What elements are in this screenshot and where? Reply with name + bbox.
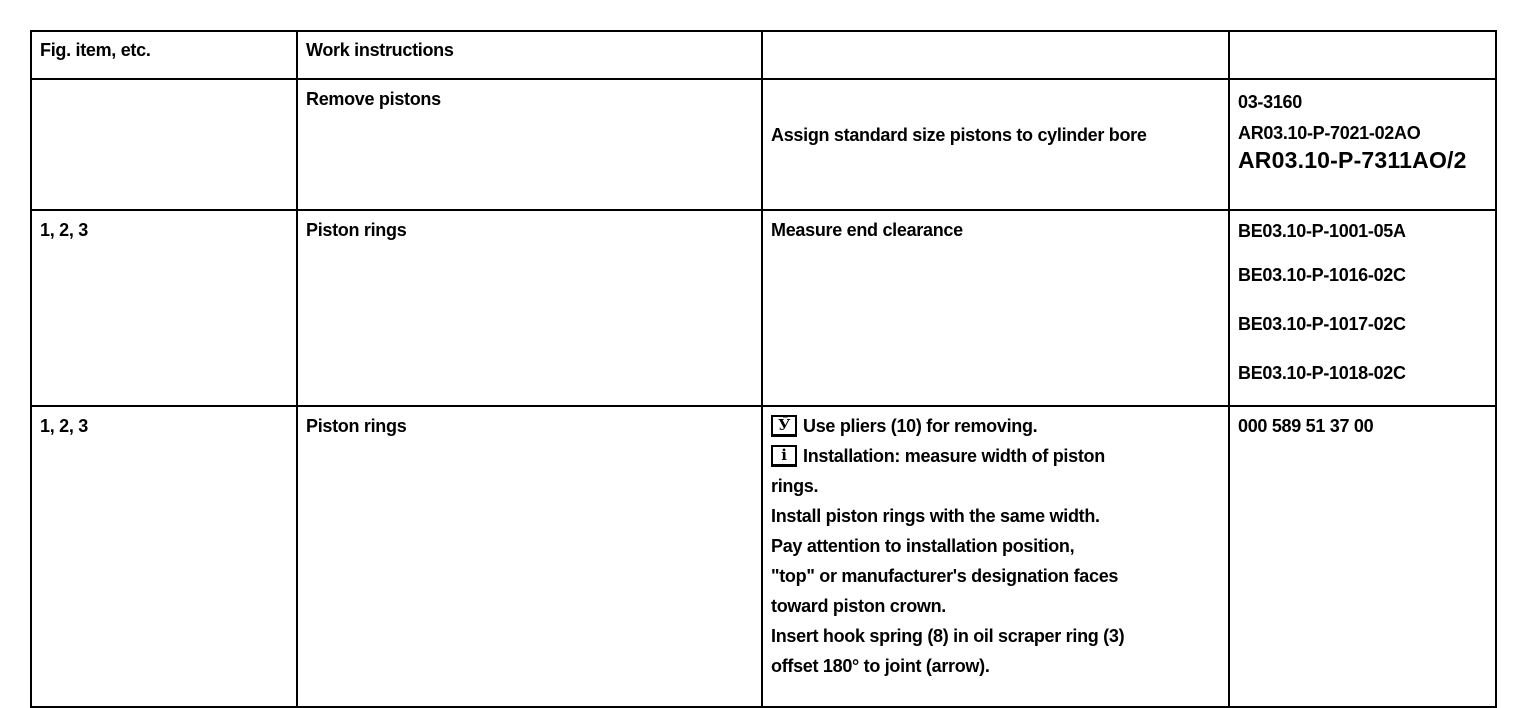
instruction-line: offset 180° to joint (arrow). [771,656,990,676]
header-references [1229,31,1496,79]
reference-number: BE03.10-P-1016-02C [1238,265,1406,285]
note-text: Assign standard size pistons to cylinder bore [771,125,1147,145]
instruction-line: Installation: measure width of piston [803,446,1105,466]
header-notes [762,31,1229,79]
header-work-instructions: Work instructions [297,31,762,79]
note-cell [762,79,1229,210]
fig-cell [31,79,297,210]
info-symbol-icon: i [771,445,797,467]
work-cell: Piston rings [297,406,762,707]
fig-cell: 1, 2, 3 [31,210,297,406]
instruction-line: "top" or manufacturer's designation faces [771,566,1119,586]
reference-number: 03-3160 [1238,92,1302,112]
table-row [31,79,1496,210]
fig-cell: 1, 2, 3 [31,406,297,707]
work-instructions-table [30,30,1497,708]
refs-cell [1229,406,1496,707]
instruction-line: toward piston crown. [771,596,947,616]
instruction-line: Insert hook spring (8) in oil scraper ring (3) [771,626,1125,646]
reference-number: 000 589 51 37 00 [1238,416,1374,436]
reference-number: BE03.10-P-1017-02C [1238,314,1406,334]
work-cell: Piston rings [297,210,762,406]
table-row [31,210,1496,406]
tool-symbol-icon: Ӯ [771,415,797,437]
header-fig-item: Fig. item, etc. [31,31,297,79]
instruction-line: Pay attention to installation position, [771,536,1075,556]
instruction-line: Install piston rings with the same width. [771,506,1100,526]
note-cell [762,406,1229,707]
table-header-row [31,31,1496,79]
reference-number: BE03.10-P-1018-02C [1238,363,1406,383]
reference-number: AR03.10-P-7021-02AO [1238,123,1421,143]
table-row [31,406,1496,707]
reference-number: BE03.10-P-1001-05A [1238,221,1406,241]
instruction-line: rings. [771,476,819,496]
refs-cell [1229,210,1496,406]
work-instructions-sheet [30,30,1495,690]
note-cell: Measure end clearance [762,210,1229,406]
refs-cell [1229,79,1496,210]
instruction-line: Use pliers (10) for removing. [803,416,1038,436]
reference-number: AR03.10-P-7311AO/2 [1238,147,1467,173]
work-cell: Remove pistons [297,79,762,210]
